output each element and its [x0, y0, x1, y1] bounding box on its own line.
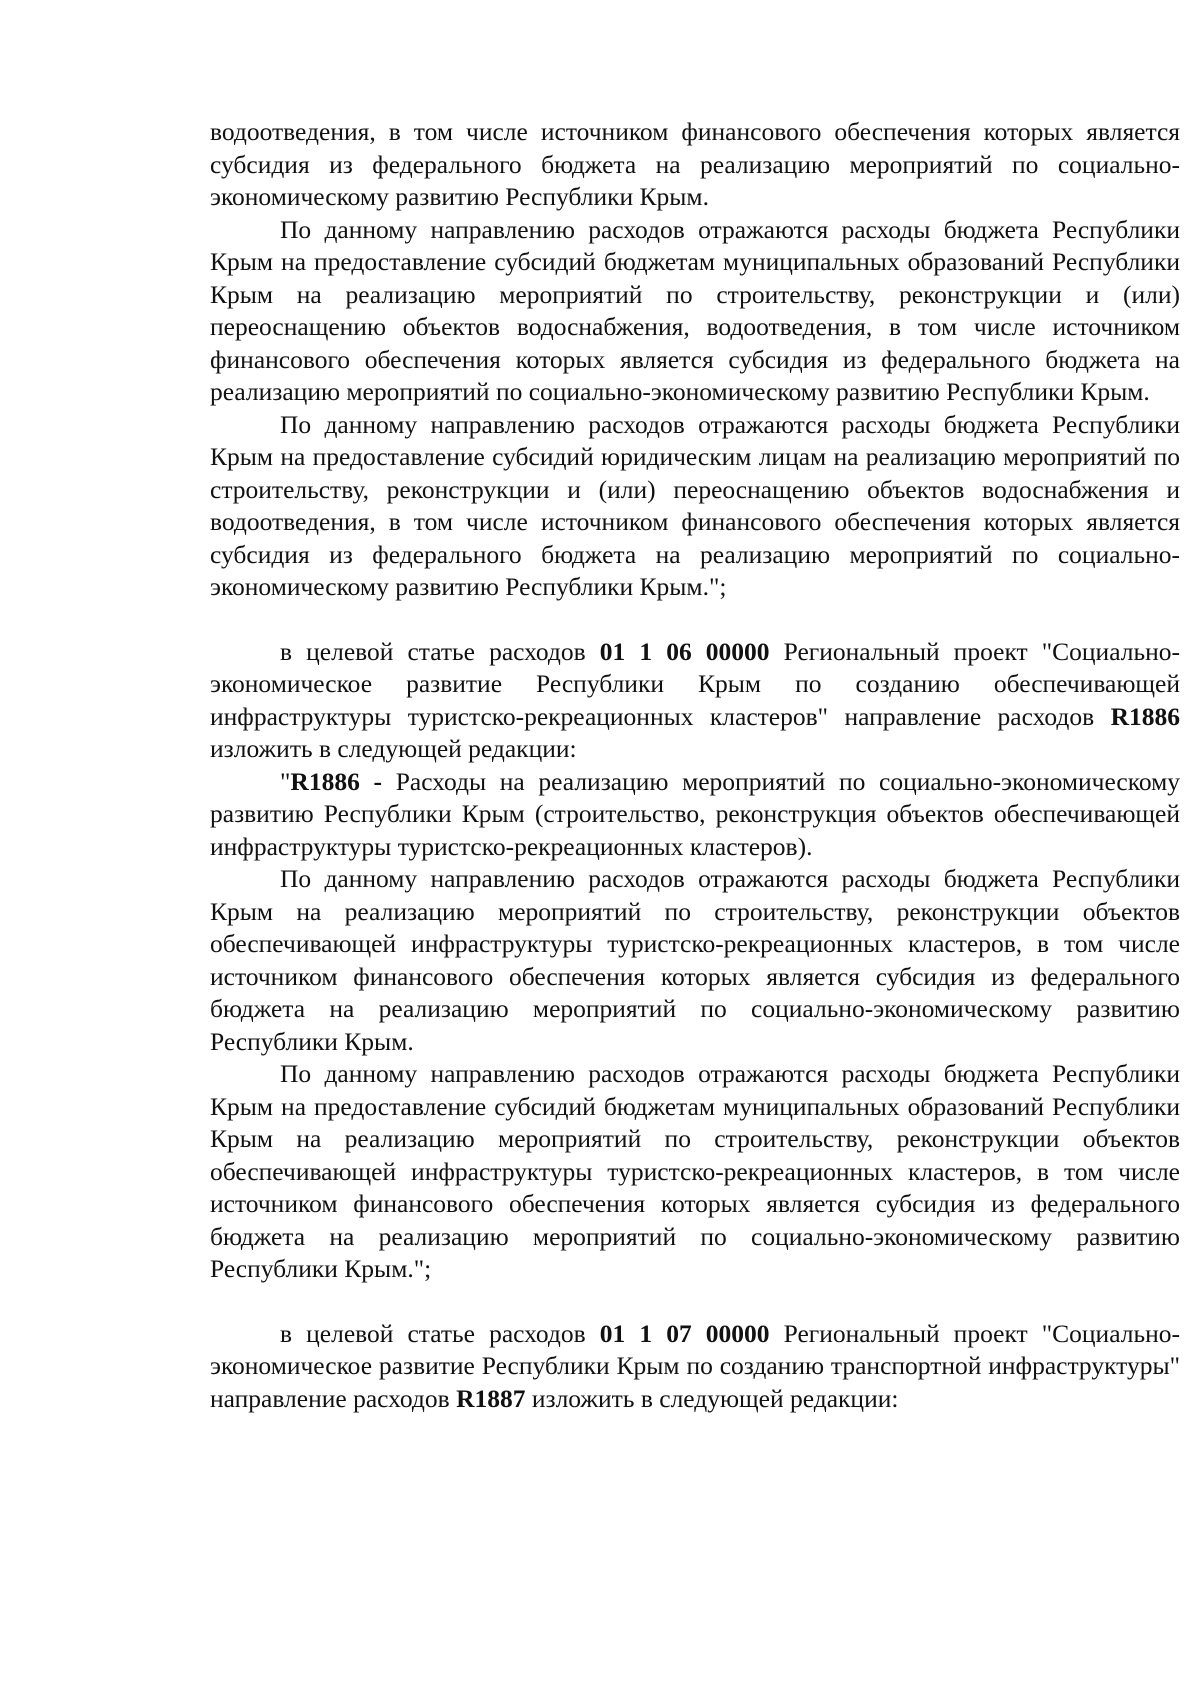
text-segment: Региональный проект "Социально-экономическое развитие Республики Крым по созданию обеспечивающей инфраструктуры туристско-рекреационных кластеров" направление расходов	[210, 636, 1180, 731]
text-segment: в целевой статье расходов	[280, 1318, 600, 1348]
target-article-code: 01 1 06 00000	[599, 636, 770, 666]
paragraph-tourism-infrastructure: По данному направлению расходов отражаются расходы бюджета Республики Крым на реализацию мероприятий по строительству, реконструкции объектов обеспечивающей инфраструктуры туристско-рекреационных кластеров, в том числе источником финансового обеспечения которых является субсидия из федерального бюджета на реализацию мероприятий по социально-экономическому развитию Республики Крым.	[210, 864, 1180, 1056]
direction-code: R1887	[456, 1383, 526, 1413]
text-segment: Региональный проект "Социально-экономическое развитие Республики Крым по созданию транспортной инфраструктуры" направление расходов	[210, 1318, 1180, 1413]
paragraph-municipal-subsidies-water: По данному направлению расходов отражаются расходы бюджета Республики Крым на предоставление субсидий бюджетам муниципальных образований Республики Крым на реализацию мероприятий по строительству, реконструкции и (или) переоснащению объектов водоснабжения, водоотведения, в том числе источником финансового обеспечения которых является субсидия из федерального бюджета на реализацию мероприятий по социально-экономическому развитию Республики Крым.	[210, 214, 1180, 406]
quote-mark: "	[280, 766, 291, 796]
paragraph-continuation: водоотведения, в том числе источником финансового обеспечения которых является субсидия из федерального бюджета на реализацию мероприятий по социально-экономическому развитию Республики Крым.	[210, 117, 1180, 211]
direction-code: R1886	[1110, 701, 1180, 731]
target-article-code: 01 1 07 00000	[599, 1318, 770, 1348]
paragraph-legal-entities-subsidies-water: По данному направлению расходов отражаются расходы бюджета Республики Крым на предоставление субсидий юридическим лицам на реализацию мероприятий по строительству, реконструкции и (или) переоснащению объектов водоснабжения и водоотведения, в том числе источником финансового обеспечения которых является субсидия из федерального бюджета на реализацию мероприятий по социально-экономическому развитию Республики Крым.";	[210, 409, 1180, 601]
paragraph-target-article-0106	[210, 636, 1180, 766]
paragraph-gap	[210, 1286, 1180, 1318]
paragraph-target-article-0107	[210, 1318, 1180, 1416]
paragraph-gap	[210, 604, 1180, 636]
text-segment: изложить в следующей редакции:	[525, 1383, 899, 1413]
text-segment: Расходы на реализацию мероприятий по социально-экономическому развитию Республики Крым (строительство, реконструкция объектов обеспечивающей инфраструктуры туристско-рекреационных кластеров).	[210, 766, 1180, 861]
text-segment: изложить в следующей редакции:	[210, 734, 577, 763]
document-page	[210, 116, 1180, 1415]
paragraph-municipal-subsidies-tourism: По данному направлению расходов отражаются расходы бюджета Республики Крым на предоставление субсидий бюджетам муниципальных образований Республики Крым на реализацию мероприятий по строительству, реконструкции объектов обеспечивающей инфраструктуры туристско-рекреационных кластеров, в том числе источником финансового обеспечения которых является субсидия из федерального бюджета на реализацию мероприятий по социально-экономическому развитию Республики Крым.";	[210, 1059, 1180, 1283]
direction-code: R1886 -	[290, 766, 383, 796]
text-segment: в целевой статье расходов	[280, 636, 600, 666]
paragraph-r1886-definition	[210, 766, 1180, 864]
